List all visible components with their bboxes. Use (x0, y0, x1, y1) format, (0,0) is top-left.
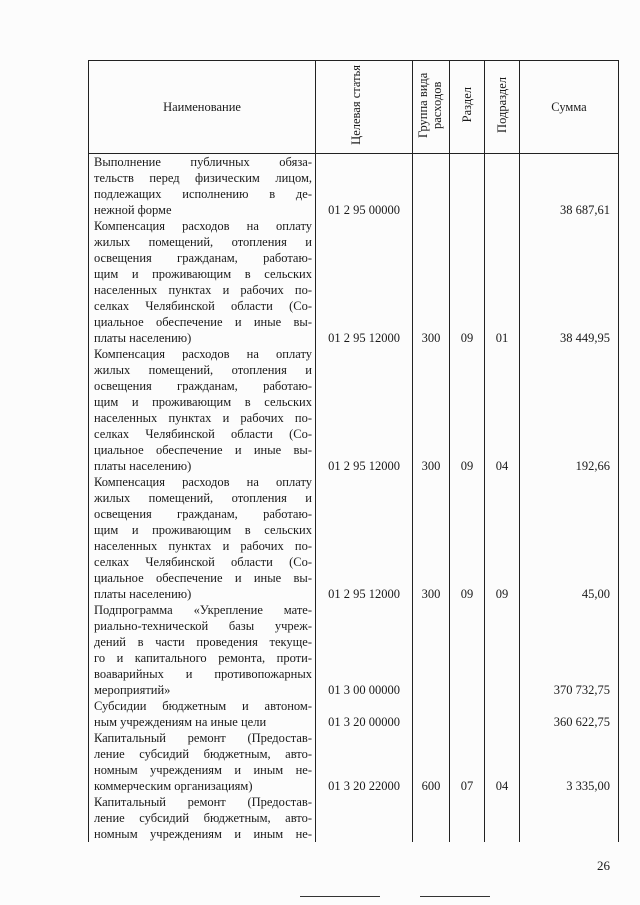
header-group: Группа вида расходов (413, 61, 450, 154)
row-name-line: риально-технической базы учреж- (94, 619, 312, 633)
footer-line-right (420, 896, 490, 897)
row-code: 01 2 95 00000 (316, 154, 413, 219)
row-sum: 3 335,00 (520, 730, 619, 794)
row-code: 01 2 95 12000 (316, 346, 413, 474)
row-section: 09 (450, 218, 485, 346)
row-name (89, 602, 316, 698)
row-name (89, 346, 316, 474)
row-name-line: Подпрограмма «Укрепление мате- (94, 603, 312, 617)
header-name: Наименование (89, 61, 316, 154)
row-name-line: платы населению) (94, 459, 192, 473)
row-name-line: Компенсация расходов на оплату (94, 347, 312, 361)
row-code: 01 2 95 12000 (316, 218, 413, 346)
row-name-line: Выполнение публичных обяза- (94, 155, 312, 169)
row-name-line: Капитальный ремонт (Предостав- (94, 795, 312, 809)
row-subsection: 01 (485, 218, 520, 346)
row-name-line: Субсидии бюджетным и автоном- (94, 699, 312, 713)
row-name (89, 730, 316, 794)
table-row (89, 794, 619, 842)
row-subsection (485, 794, 520, 842)
row-group: 300 (413, 218, 450, 346)
header-sum: Сумма (520, 61, 619, 154)
row-name-line: щим и проживающим в сельских (94, 267, 312, 281)
budget-table-container (88, 60, 612, 842)
row-group (413, 602, 450, 698)
row-section (450, 154, 485, 219)
row-sum: 192,66 (520, 346, 619, 474)
table-row (89, 602, 619, 698)
row-name-line: щим и проживающим в сельских (94, 523, 312, 537)
row-section (450, 698, 485, 730)
row-name (89, 698, 316, 730)
row-sum: 45,00 (520, 474, 619, 602)
row-name-line: ным учреждениям на иные цели (94, 715, 267, 729)
row-name (89, 794, 316, 842)
row-name-line: жилых помещений, отопления и (94, 235, 312, 249)
row-name (89, 218, 316, 346)
row-code: 01 3 20 22000 (316, 730, 413, 794)
row-name-line: циальное обеспечение и иные вы- (94, 443, 312, 457)
row-sum: 38 687,61 (520, 154, 619, 219)
row-name-line: номным учреждениям и иным не- (94, 827, 312, 841)
row-section (450, 794, 485, 842)
row-name-line: селках Челябинской области (Со- (94, 427, 312, 441)
row-group (413, 698, 450, 730)
table-row (89, 698, 619, 730)
row-subsection (485, 602, 520, 698)
table-row (89, 218, 619, 346)
row-name-line: дений в части проведения текуще- (94, 635, 312, 649)
row-subsection: 04 (485, 346, 520, 474)
row-name-line: ление субсидий бюджетным, авто- (94, 811, 312, 825)
row-sum: 38 449,95 (520, 218, 619, 346)
row-name-line: го и капитального ремонта, проти- (94, 651, 312, 665)
row-name-line: тельств перед физическим лицом, (94, 171, 312, 185)
row-section: 09 (450, 346, 485, 474)
row-code: 01 3 20 00000 (316, 698, 413, 730)
row-name-line: коммерческим организациям) (94, 779, 253, 793)
row-subsection: 04 (485, 730, 520, 794)
row-group (413, 794, 450, 842)
row-name-line: платы населению) (94, 587, 192, 601)
row-group: 300 (413, 346, 450, 474)
row-name-line: номным учреждениям и иным не- (94, 763, 312, 777)
row-name (89, 474, 316, 602)
row-section (450, 602, 485, 698)
row-name-line: платы населению) (94, 331, 192, 345)
row-subsection (485, 698, 520, 730)
row-section: 09 (450, 474, 485, 602)
row-group (413, 154, 450, 219)
row-code: 01 2 95 12000 (316, 474, 413, 602)
header-section: Раздел (450, 61, 485, 154)
row-sum: 360 622,75 (520, 698, 619, 730)
row-name-line: воаварийных и противопожарных (94, 667, 312, 681)
row-code (316, 794, 413, 842)
row-name-line: населенных пунктах и рабочих по- (94, 411, 312, 425)
row-name-line: мероприятий» (94, 683, 171, 697)
row-name (89, 154, 316, 219)
row-subsection (485, 154, 520, 219)
row-name-line: освещения гражданам, работаю- (94, 251, 312, 265)
row-subsection: 09 (485, 474, 520, 602)
row-name-line: населенных пунктах и рабочих по- (94, 539, 312, 553)
table-row (89, 474, 619, 602)
table-row (89, 730, 619, 794)
row-name-line: Компенсация расходов на оплату (94, 219, 312, 233)
row-sum (520, 794, 619, 842)
row-name-line: селках Челябинской области (Со- (94, 299, 312, 313)
table-header-row (89, 61, 619, 154)
row-group: 600 (413, 730, 450, 794)
header-subsection: Подраздел (485, 61, 520, 154)
row-name-line: жилых помещений, отопления и (94, 491, 312, 505)
row-name-line: Капитальный ремонт (Предостав- (94, 731, 312, 745)
row-code: 01 3 00 00000 (316, 602, 413, 698)
row-section: 07 (450, 730, 485, 794)
row-group: 300 (413, 474, 450, 602)
row-name-line: нежной форме (94, 203, 172, 217)
row-sum: 370 732,75 (520, 602, 619, 698)
table-row (89, 154, 619, 219)
table-row (89, 346, 619, 474)
row-name-line: освещения гражданам, работаю- (94, 507, 312, 521)
row-name-line: циальное обеспечение и иные вы- (94, 571, 312, 585)
row-name-line: Компенсация расходов на оплату (94, 475, 312, 489)
header-code: Целевая статья (316, 61, 413, 154)
row-name-line: подлежащих исполнению в де- (94, 187, 312, 201)
page-number: 26 (597, 858, 610, 873)
row-name-line: жилых помещений, отопления и (94, 363, 312, 377)
row-name-line: населенных пунктах и рабочих по- (94, 283, 312, 297)
row-name-line: селках Челябинской области (Со- (94, 555, 312, 569)
footer-line-left (300, 896, 380, 897)
budget-table (88, 60, 619, 842)
row-name-line: ление субсидий бюджетным, авто- (94, 747, 312, 761)
row-name-line: освещения гражданам, работаю- (94, 379, 312, 393)
row-name-line: циальное обеспечение и иные вы- (94, 315, 312, 329)
row-name-line: щим и проживающим в сельских (94, 395, 312, 409)
